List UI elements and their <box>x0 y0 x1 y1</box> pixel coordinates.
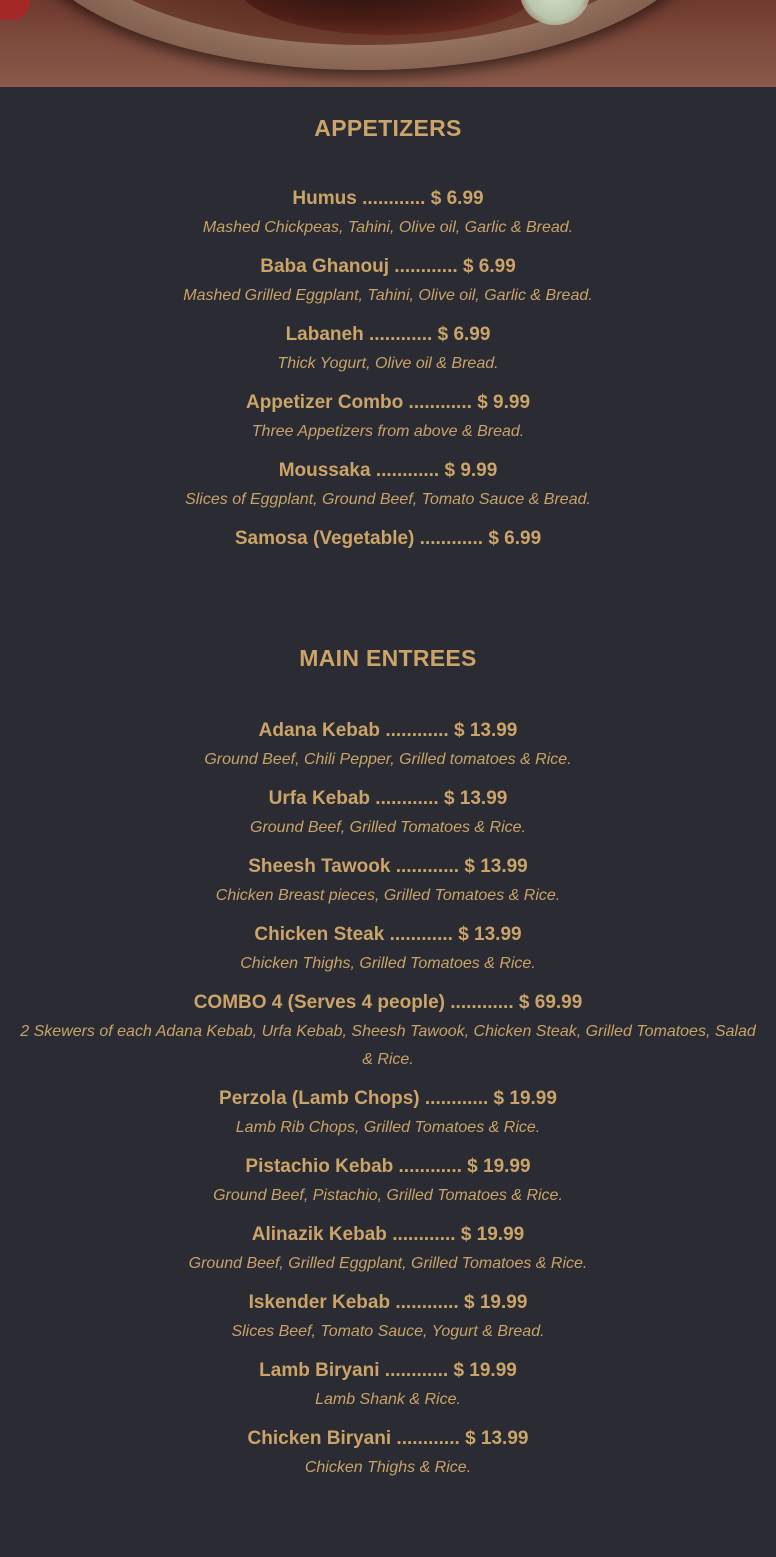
menu-item-name: Moussaka <box>278 460 371 481</box>
menu-item <box>18 256 758 310</box>
menu-item <box>18 1088 758 1142</box>
main-entrees-list <box>18 720 758 1482</box>
menu-item <box>18 188 758 242</box>
menu-item-dots: ............ <box>398 1156 462 1177</box>
menu-item-name: Chicken Steak <box>254 924 385 945</box>
menu-item <box>18 1428 758 1482</box>
menu-item-dots: ............ <box>385 720 449 741</box>
menu-item-title <box>18 460 758 482</box>
menu-item-title <box>18 992 758 1014</box>
menu-item-description: Ground Beef, Grilled Eggplant, Grilled Tomatoes & Rice. <box>188 1255 588 1272</box>
menu-item-title <box>18 188 758 210</box>
napkin-decoration <box>0 0 30 20</box>
menu-item-price: $ 6.99 <box>430 188 484 209</box>
menu-item-description: Ground Beef, Grilled Tomatoes & Rice. <box>250 819 526 836</box>
menu-item-name: Labaneh <box>285 324 364 345</box>
menu-item-name: COMBO 4 (Serves 4 people) <box>193 992 445 1013</box>
menu-item <box>18 788 758 842</box>
menu-item-title <box>18 256 758 278</box>
menu-item-name: Urfa Kebab <box>268 788 371 809</box>
menu-item-dots: ............ <box>368 324 433 345</box>
menu-item-title <box>18 528 758 550</box>
menu-item-dots: ............ <box>389 924 453 945</box>
menu-item-dots: ............ <box>408 392 472 413</box>
menu-item-price: $ 9.99 <box>477 392 531 413</box>
menu-item-dots: ............ <box>395 856 460 877</box>
menu-item-dots: ............ <box>375 788 439 809</box>
menu-item-name: Appetizer Combo <box>245 392 404 413</box>
appetizers-list <box>18 188 758 554</box>
menu-item-price: $ 13.99 <box>453 720 518 741</box>
menu-item-name: Baba Ghanouj <box>260 256 390 277</box>
menu-item-price: $ 19.99 <box>453 1360 517 1381</box>
menu-item <box>18 1360 758 1414</box>
menu-item-description: Ground Beef, Chili Pepper, Grilled tomatoes & Rice. <box>204 751 572 768</box>
menu-item <box>18 720 758 774</box>
menu-item-name: Pistachio Kebab <box>245 1156 394 1177</box>
menu-item-price: $ 6.99 <box>437 324 491 345</box>
menu-item <box>18 460 758 514</box>
menu-item <box>18 1292 758 1346</box>
menu-item-description: Three Appetizers from above & Bread. <box>251 423 525 440</box>
menu-item-title <box>18 856 758 878</box>
menu-item-dots: ............ <box>392 1224 456 1245</box>
menu-item-description: Slices Beef, Tomato Sauce, Yogurt & Bread. <box>231 1323 545 1340</box>
menu-item-description: Ground Beef, Pistachio, Grilled Tomatoes & Rice. <box>213 1187 563 1204</box>
menu-item-price: $ 13.99 <box>465 1428 529 1449</box>
menu-item-description: Mashed Grilled Eggplant, Tahini, Olive oil, Garlic & Bread. <box>183 287 593 304</box>
menu-item <box>18 392 758 446</box>
menu-item-dots: ............ <box>395 1292 459 1313</box>
menu-item-description: Slices of Eggplant, Ground Beef, Tomato Sauce & Bread. <box>185 491 591 508</box>
menu-item-dots: ............ <box>424 1088 489 1109</box>
menu-item-name: Lamb Biryani <box>259 1360 380 1381</box>
section-title-main-entrees: MAIN ENTREES <box>299 645 477 671</box>
menu-content <box>0 87 776 1482</box>
menu-item-name: Iskender Kebab <box>248 1292 391 1313</box>
menu-item-description: Lamb Shank & Rice. <box>315 1391 461 1408</box>
menu-item-dots: ............ <box>419 528 484 549</box>
menu-item-price: $ 19.99 <box>464 1292 528 1313</box>
menu-item-price: $ 19.99 <box>460 1224 525 1245</box>
menu-item-description: Mashed Chickpeas, Tahini, Olive oil, Garlic & Bread. <box>202 219 574 236</box>
menu-item <box>18 528 758 554</box>
menu-item <box>18 992 758 1074</box>
menu-item-title <box>18 720 758 742</box>
menu-item-name: Humus <box>292 188 357 209</box>
menu-item-title <box>18 1088 758 1110</box>
menu-item-dots: ............ <box>384 1360 449 1381</box>
menu-item-title <box>18 788 758 810</box>
section-title-appetizers: APPETIZERS <box>314 115 462 141</box>
menu-item <box>18 1224 758 1278</box>
menu-item-name: Alinazik Kebab <box>251 1224 387 1245</box>
menu-item-title <box>18 392 758 414</box>
menu-item-dots: ............ <box>362 188 426 209</box>
menu-item-name: Adana Kebab <box>258 720 381 741</box>
menu-item-price: $ 6.99 <box>488 528 542 549</box>
menu-item-dots: ............ <box>375 460 440 481</box>
menu-item-description: Chicken Thighs & Rice. <box>304 1459 472 1476</box>
menu-item-price: $ 13.99 <box>458 924 522 945</box>
menu-item-title <box>18 1360 758 1382</box>
menu-item-description: 2 Skewers of each Adana Kebab, Urfa Kebab, Sheesh Tawook, Chicken Steak, Grilled Tomatoes, Salad & Rice. <box>20 1023 756 1068</box>
menu-item-title <box>18 1428 758 1450</box>
menu-item-price: $ 19.99 <box>467 1156 531 1177</box>
menu-item-description: Chicken Thighs, Grilled Tomatoes & Rice. <box>240 955 536 972</box>
menu-item-dots: ............ <box>394 256 458 277</box>
menu-item-title <box>18 1156 758 1178</box>
menu-item-name: Samosa (Vegetable) <box>234 528 415 549</box>
menu-item-title <box>18 1292 758 1314</box>
menu-item-price: $ 19.99 <box>493 1088 557 1109</box>
menu-item-price: $ 13.99 <box>464 856 528 877</box>
menu-item-name: Chicken Biryani <box>247 1428 392 1449</box>
menu-item <box>18 324 758 378</box>
menu-item-name: Sheesh Tawook <box>248 856 391 877</box>
menu-item-description: Chicken Breast pieces, Grilled Tomatoes & Rice. <box>215 887 561 904</box>
menu-item-title <box>18 924 758 946</box>
menu-item <box>18 1156 758 1210</box>
menu-item <box>18 856 758 910</box>
menu-item-title <box>18 1224 758 1246</box>
menu-item-price: $ 9.99 <box>444 460 498 481</box>
menu-item-price: $ 69.99 <box>518 992 583 1013</box>
menu-item <box>18 924 758 978</box>
menu-item-dots: ............ <box>450 992 514 1013</box>
menu-item-title <box>18 324 758 346</box>
menu-item-price: $ 6.99 <box>462 256 516 277</box>
menu-item-price: $ 13.99 <box>443 788 508 809</box>
menu-item-description: Lamb Rib Chops, Grilled Tomatoes & Rice. <box>235 1119 541 1136</box>
menu-item-description: Thick Yogurt, Olive oil & Bread. <box>277 355 499 372</box>
menu-item-dots: ............ <box>396 1428 460 1449</box>
hero-image <box>0 0 776 87</box>
menu-item-name: Perzola (Lamb Chops) <box>219 1088 420 1109</box>
